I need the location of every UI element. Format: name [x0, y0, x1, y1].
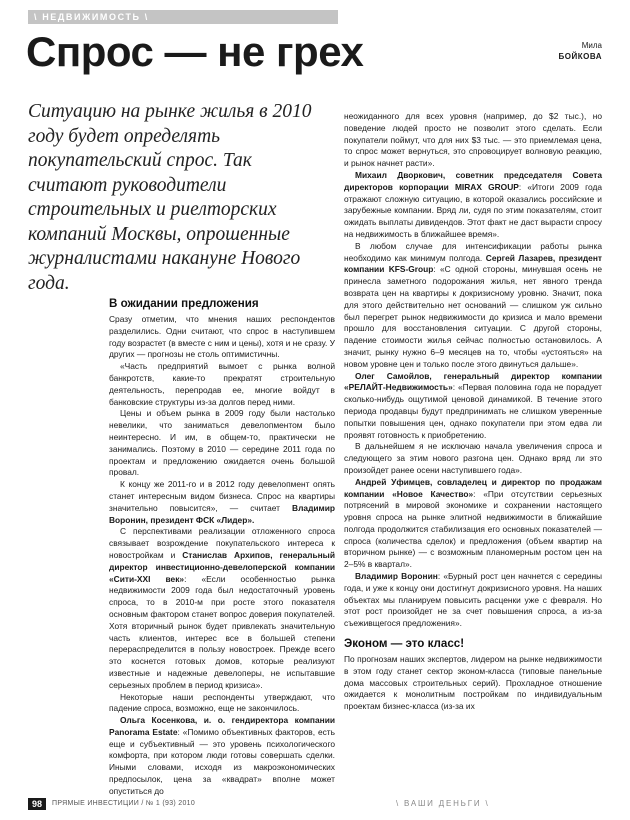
page-footer — [0, 790, 630, 820]
section-label-bar — [28, 10, 338, 24]
paragraph — [344, 241, 602, 371]
quote-attribution: Михаил Дворкович, советник председателя Совета директоров корпорации MIRAX GROUP — [344, 169, 602, 192]
quote-attribution: Станислав Архипов, генеральный директор инвестиционно-девелоперской компании «Сити-XXI век» — [109, 549, 335, 584]
section-heading: Эконом — это класс! — [344, 637, 465, 651]
text: В любом случае для интенсификации работы рынка необходимо как минимум полгода. — [344, 240, 602, 263]
text: С перспективами реализации отложенного спроса связывает возрождение покупательского интереса к новостройкам и — [109, 526, 335, 560]
paragraph — [109, 526, 335, 691]
paragraph: В дальнейшем я не исключаю начала увеличения спроса и следующего за этим нового разгона цен. Однако вряд ли это произойдет ранее осени наступившего года». — [344, 441, 602, 475]
footer-section-label: \ ВАШИ ДЕНЬГИ \ — [396, 799, 490, 808]
quote-attribution: Андрей Уфимцев, совладелец и директор по продажам компании «Новое Качество» — [344, 476, 602, 499]
quote-attribution: Олег Самойлов, генеральный директор компании «РЕЛАЙТ-Недвижимость» — [344, 370, 602, 393]
text: К концу же 2011-го и в 2012 году девелопмент опять станет интересным видом бизнеса. Спрос на квартиры значительно повысится», — считает — [109, 479, 335, 513]
text: : «Если особенностью рынка недвижимости 2009 года был недостаточный уровень спроса, то в 2010-м при росте этого показателя основным фактором станет вопрос доверия покупателей. Хотя вторичный рынок будет привлекать значительную часть клиентов, интерес все в большей степени перераспределится в пользу новостроек. Прежде всего это коснется готовых домов, которые реализуют известные и надежные девелоперы, не испытавшие серьезных проблем в период кризиса». — [109, 573, 335, 690]
quote-attribution: Владимир Воронин, президент ФСК «Лидер». — [109, 502, 335, 525]
article-title: Спрос — не грех — [26, 28, 364, 75]
paragraph — [344, 170, 602, 241]
text: : «Помимо объективных факторов, есть еще и субъективный — это уровень психологического комфорта, при котором люди готовы совершать сделки. Иными словами, исходя из макроэкономических предпосылок, цена за «квадрат» вполне может опуститься до — [109, 726, 335, 796]
quote-attribution: Ольга Косенкова, и. о. гендиректора компании Panorama Estate — [109, 715, 335, 737]
section-label: \ НЕДВИЖИМОСТЬ \ — [34, 12, 149, 22]
left-column — [109, 297, 335, 798]
section-heading: В ожидании предложения — [109, 297, 259, 310]
paragraph: По прогнозам наших экспертов, лидером на рынке недвижимости в этом году станет сектор эконом-класса (типовые панельные дома массовых строительных серий). Прохладное отношение ожидается к монолитным постройкам по индивидуальным проектам бизнес-класса (из-за их — [344, 654, 602, 712]
paragraph — [344, 571, 602, 630]
author-byline — [559, 40, 602, 62]
page-number: 98 — [28, 798, 46, 810]
paragraph: «Часть предприятий вымоет с рынка волной банкротств, какие-то прекратят строительную деятельность, перепродав ее, многие войдут в банковские структуры из-за долгов перед ними. — [109, 361, 335, 407]
lead-paragraph: Ситуацию на рынке жилья в 2010 году будет определять покупательский спрос. Так считают руководители строительных и риелторских компаний Москвы, опрошенные журналистами накануне Нового года. — [28, 101, 312, 294]
quote-attribution: Владимир Воронин — [355, 571, 438, 582]
right-column — [344, 111, 602, 713]
text: : «Бурный рост цен начнется с середины года, и уже к концу они достигнут докризисного уровня. На наших объектах мы планируем повысить расценки уже с февраля. Но этот рост произойдет не за счет повышения спроса, а из-за съеживщегося предложения». — [344, 571, 602, 629]
paragraph: Цены и объем рынка в 2009 году были настолько невелики, что заниматься девелопментом было неинтересно. И им, в общем-то, практически не занимались. Поэтому в 2010 — середине 2011 года по проектам и предложению ожидается очень большой провал. — [109, 408, 335, 478]
text: : «Первая половина года не порадует сколько-нибудь ощутимой ценовой динамикой. В течение этого периода продавцы будут предпринимать не слишком уверенные попытки повышения цен, однако покупатели при этом едва ли проявят готовность к приобретению. — [344, 382, 602, 440]
paragraph — [109, 715, 335, 798]
paragraph — [344, 477, 602, 571]
paragraph: Сразу отметим, что мнения наших респондентов разделились. Одни считают, что спрос в наступившем году возрастет (в вместе с ним и цены), хотя и не сразу. У других — прогнозы не столь оптимистичны. — [109, 314, 335, 360]
text: : «Итоги 2009 года отражают сложную ситуацию, в которой оказались российские и зарубежные компании. Вряд ли, судя по этим показателям, стоит ожидать выплаты дивидендов. Этот факт не даст вырасти спросу на недвижимость в ближайшее время». — [344, 181, 602, 239]
quote-attribution: Сергей Лазарев, президент компании KFS-Group — [344, 252, 602, 275]
text: : «При отсутствии серьезных потрясений в мировой экономике и сохранении настоящего уровня спроса на рынке элитной недвижимости в ближайшие полгода продолжится стабилизация его основных показателей — спроса (количества сделок) и предложения (объем квартир на вторичном рынке) — с возможным планомерным ростом цен на 2–5% в квартал». — [344, 488, 602, 570]
author-last-name: БОЙКОВА — [558, 52, 602, 61]
journal-issue: ПРЯМЫЕ ИНВЕСТИЦИИ / № 1 (93) 2010 — [52, 800, 196, 807]
paragraph: Некоторые наши респонденты утверждают, что падение спроса, возможно, еще не закончилось. — [109, 691, 335, 714]
text: : «С одной стороны, минувшая осень не принесла заметного подорожания жилья, нет явного тренда возврата цен на квартиры к докризисному уровню. Значит, пока для этого действительно нет оснований — слишком уж сильно был перегрет рынок недвижимости до кризиса и мало времени прошло для восстановления ситуации. С другой стороны, падение стоимости жилья сейчас полностью остановилось. А значит, рынку нужно 6–9 месяцев на то, чтобы «устояться» на новом уровне цен и только после этого двинуться дальше». — [344, 264, 602, 369]
paragraph — [344, 371, 602, 442]
paragraph: неожиданного для всех уровня (например, до $2 тыс.), но поведение людей просто не позволит этого сделать. Если покупатели поймут, что для них $3 тыс. — это приемлемая цена, то спрос может вернуться, это спровоцирует волновую реакцию, и рынок начнет расти». — [344, 111, 602, 169]
author-first-name: Мила — [581, 41, 602, 50]
paragraph — [109, 479, 335, 526]
